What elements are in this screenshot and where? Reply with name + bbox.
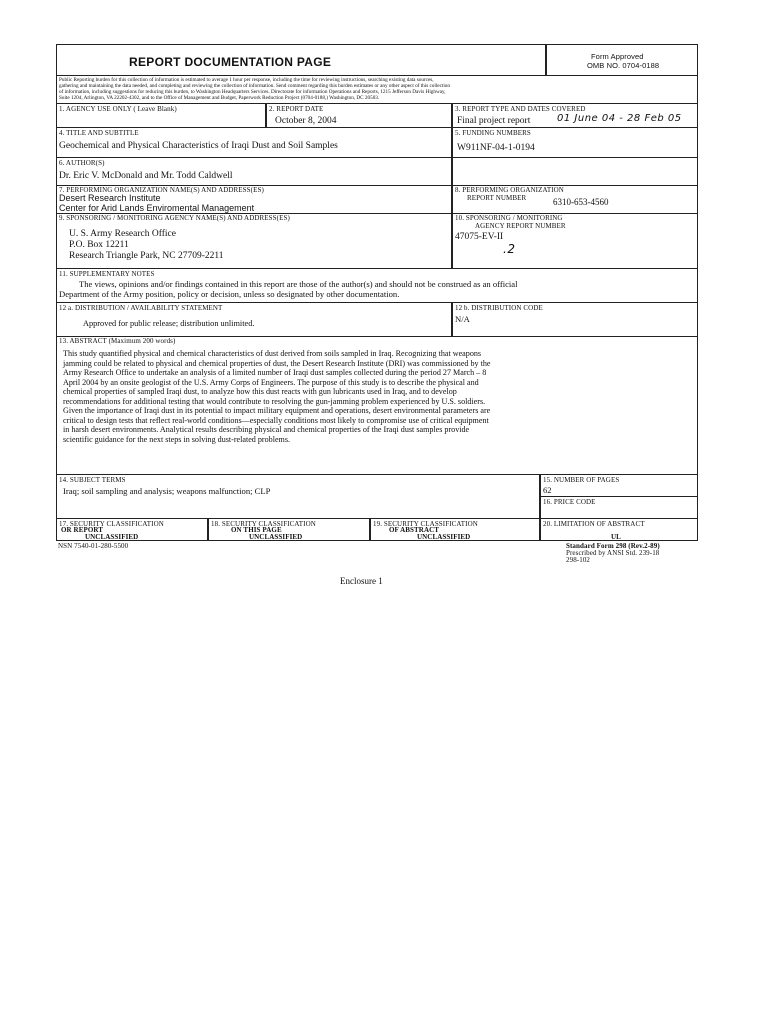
report-date-value: October 8, 2004: [275, 116, 337, 126]
field-6-right-blank: [452, 158, 698, 186]
field-2-report-date: [266, 104, 452, 128]
abstract-line: Army Research Office to undertake an analysis of a limited number of Iraqi dust samples collected during the period 27 March – 8: [63, 368, 487, 377]
perf-org-line-1: Desert Research Institute: [59, 193, 161, 203]
field-20-limitation: [540, 519, 698, 541]
field-16-price: [540, 497, 698, 519]
sec18-value: UNCLASSIFIED: [249, 533, 303, 541]
field-12a-label: 12 a. DISTRIBUTION / AVAILABILITY STATEMENT: [59, 304, 223, 312]
abstract-line: This study quantified physical and chemical characteristics of dust derived from soils sampled in Iraq. Recognizing that weapons: [63, 349, 482, 358]
abstract-line: April 2004 by an onsite geologist of the U.S. Army Corps of Engineers. The purpose of this study is to describe the physical and: [63, 377, 479, 387]
report-type-value: Final project report: [457, 116, 531, 126]
form-approved-text: Form Approved: [591, 52, 644, 61]
authors-value: Dr. Eric V. McDonald and Mr. Todd Caldwell: [59, 171, 233, 181]
field-15-pages: [540, 475, 698, 497]
report-type-handwritten-dates: 01 June 04 - 28 Feb 05: [557, 113, 682, 124]
field-18-label-2: ON THIS PAGE: [231, 526, 282, 534]
field-2-label: 2. REPORT DATE: [269, 105, 324, 113]
nsn-text: NSN 7540-01-280-5500: [58, 542, 129, 550]
field-7-performing-org: [56, 186, 452, 214]
field-8-label-1: 8. PERFORMING ORGANIZATION: [455, 186, 564, 194]
field-18-label-1: 18. SECURITY CLASSIFICATION: [211, 520, 316, 528]
field-9-sponsor: [56, 214, 452, 269]
enclosure-label: Enclosure 1: [340, 576, 383, 586]
distribution-value: Approved for public release; distribution unlimited.: [83, 319, 255, 328]
burden-line: gathering and maintaining the data needed, and completing and reviewing the collection of information. Send comment regarding this burden estimates or any other aspect of this collection: [59, 83, 450, 89]
field-7-label: 7. PERFORMING ORGANIZATION NAME(S) AND ADDRESS(ES): [59, 186, 264, 194]
field-20-label: 20. LIMITATION OF ABSTRACT: [543, 520, 645, 528]
subject-value: Iraq; soil sampling and analysis; weapons malfunction; CLP: [63, 486, 271, 496]
field-13-abstract: [56, 337, 698, 475]
abstract-line: Given the importance of Iraqi dust in its potential to impact military equipment and operations, desert environmental parameters are: [63, 406, 491, 415]
field-14-label: 14. SUBJECT TERMS: [59, 476, 126, 484]
pages-value: 62: [543, 485, 552, 495]
header-title-box: [56, 44, 546, 76]
field-12b-dist-code: [452, 303, 698, 337]
sponsor-line-1: U. S. Army Research Office: [69, 229, 176, 239]
field-10-label-1: 10. SPONSORING / MONITORING: [455, 214, 563, 222]
omb-number-text: OMB NO. 0704-0188: [587, 61, 660, 70]
dist-code-value: N/A: [455, 314, 470, 324]
field-12b-label: 12 b. DISTRIBUTION CODE: [455, 304, 543, 312]
field-19-label-1: 19. SECURITY CLASSIFICATION: [373, 520, 478, 528]
field-5-funding: [452, 128, 698, 158]
field-17-security-report: [56, 519, 208, 541]
field-19-label-2: OF ABSTRACT: [389, 526, 440, 534]
perf-org-line-2: Center for Arid Lands Enviromental Management: [59, 203, 255, 213]
abstract-line: scientific guidance for the next steps in solving dust-related problems.: [63, 434, 291, 444]
page-title: REPORT DOCUMENTATION PAGE: [129, 55, 332, 69]
field-5-label: 5. FUNDING NUMBERS: [455, 129, 531, 137]
sec19-value: UNCLASSIFIED: [417, 533, 471, 541]
field-15-label: 15. NUMBER OF PAGES: [543, 476, 620, 484]
field-11-label: 11. SUPPLEMENTARY NOTES: [59, 270, 155, 278]
perf-report-value: 6310-653-4560: [553, 197, 609, 207]
abstract-line: jamming could be related to physical and chemical properties of dust, the Desert Research Institute (DRI) was commissioned by the: [63, 358, 491, 368]
title-value: Geochemical and Physical Characteristics of Iraqi Dust and Soil Samples: [59, 141, 338, 151]
burden-line: Public Reporting burden for this collection of information is estimated to average 1 hour per response, including the time for reviewing instructions, searching existing data sources,: [59, 77, 434, 83]
field-3-label: 3. REPORT TYPE AND DATES COVERED: [455, 105, 586, 113]
abstract-line: chemical properties of sampled Iraqi dust, to analyze how this dust reacts with gun lubricants used in Iraq, and to develop: [63, 387, 457, 396]
field-6-label: 6. AUTHOR(S): [59, 159, 105, 167]
field-17-label-1: 17. SECURITY CLASSIFICATION: [59, 520, 164, 528]
field-8-label-2: REPORT NUMBER: [467, 194, 527, 202]
limitation-value: UL: [611, 533, 621, 541]
field-1-agency-use: [56, 104, 266, 128]
abstract-line: in harsh desert environments. Analytical results describing physical and chemical properties of the Iraqi dust samples provide: [63, 425, 470, 434]
field-3-report-type: [452, 104, 698, 128]
field-14-subject: [56, 475, 540, 519]
field-19-security-abstract: [370, 519, 540, 541]
field-10-sponsor-report: [452, 214, 698, 269]
field-16-label: 16. PRICE CODE: [543, 498, 596, 506]
burden-line: Suite 1204, Arlington, VA 22202-4302, and to the Office of Management and Budget, Paperwork Reduction Project (0704-0188,) Washington, DC 20503.: [59, 95, 380, 101]
funding-value: W911NF-04-1-0194: [457, 143, 535, 153]
field-8-perf-report: [452, 186, 698, 214]
field-4-title: [56, 128, 452, 158]
field-9-label: 9. SPONSORING / MONITORING AGENCY NAME(S) AND ADDRESS(ES): [59, 214, 290, 222]
sponsor-report-value: 47075-EV-II: [455, 232, 504, 242]
field-13-label: 13. ABSTRACT (Maximum 200 words): [59, 337, 176, 345]
abstract-line: critical to design tests that reflect real-world conditions—especially conditions most likely to compromise use of critical equipment: [63, 415, 489, 425]
sponsor-line-2: P.O. Box 12211: [69, 240, 129, 250]
header-omb-box: [546, 44, 698, 76]
sponsor-line-3: Research Triangle Park, NC 27709-2211: [69, 251, 224, 261]
sec17-value: UNCLASSIFIED: [85, 533, 139, 541]
field-6-authors: [56, 158, 452, 186]
field-1-label: 1. AGENCY USE ONLY ( Leave Blank): [59, 105, 177, 113]
burden-line: of information, including suggestions for reducing this burden, to Washington Headquarters Services. Directorate for information Operations and Reports, 1215 Jefferson Davis Highway,: [59, 89, 446, 95]
sponsor-report-handwritten: .2: [503, 242, 516, 256]
field-10-label-2: AGENCY REPORT NUMBER: [475, 222, 566, 230]
form-code-text: 298-102: [566, 556, 591, 564]
supp-line-1: The views, opinions and/or findings contained in this report are those of the author(s) and should not be construed as an official: [79, 279, 518, 289]
field-12a-distribution: [56, 303, 452, 337]
field-18-security-page: [208, 519, 370, 541]
field-17-label-2: OR REPORT: [61, 526, 104, 534]
supp-line-2: Department of the Army position, policy or decision, unless so designated by other documentation.: [59, 289, 400, 299]
abstract-line: recommendations for additional testing that would contribute to resolving the gun-jamming problem experienced by U.S. soldiers.: [63, 396, 486, 406]
field-4-label: 4. TITLE AND SUBTITLE: [59, 129, 139, 137]
field-11-supplementary: [56, 269, 698, 303]
burden-statement-box: [56, 76, 698, 104]
standard-form-text: Standard Form 298 (Rev.2-89): [566, 542, 660, 550]
prescribed-text: Prescribed by ANSI Std. 239-18: [566, 549, 660, 557]
